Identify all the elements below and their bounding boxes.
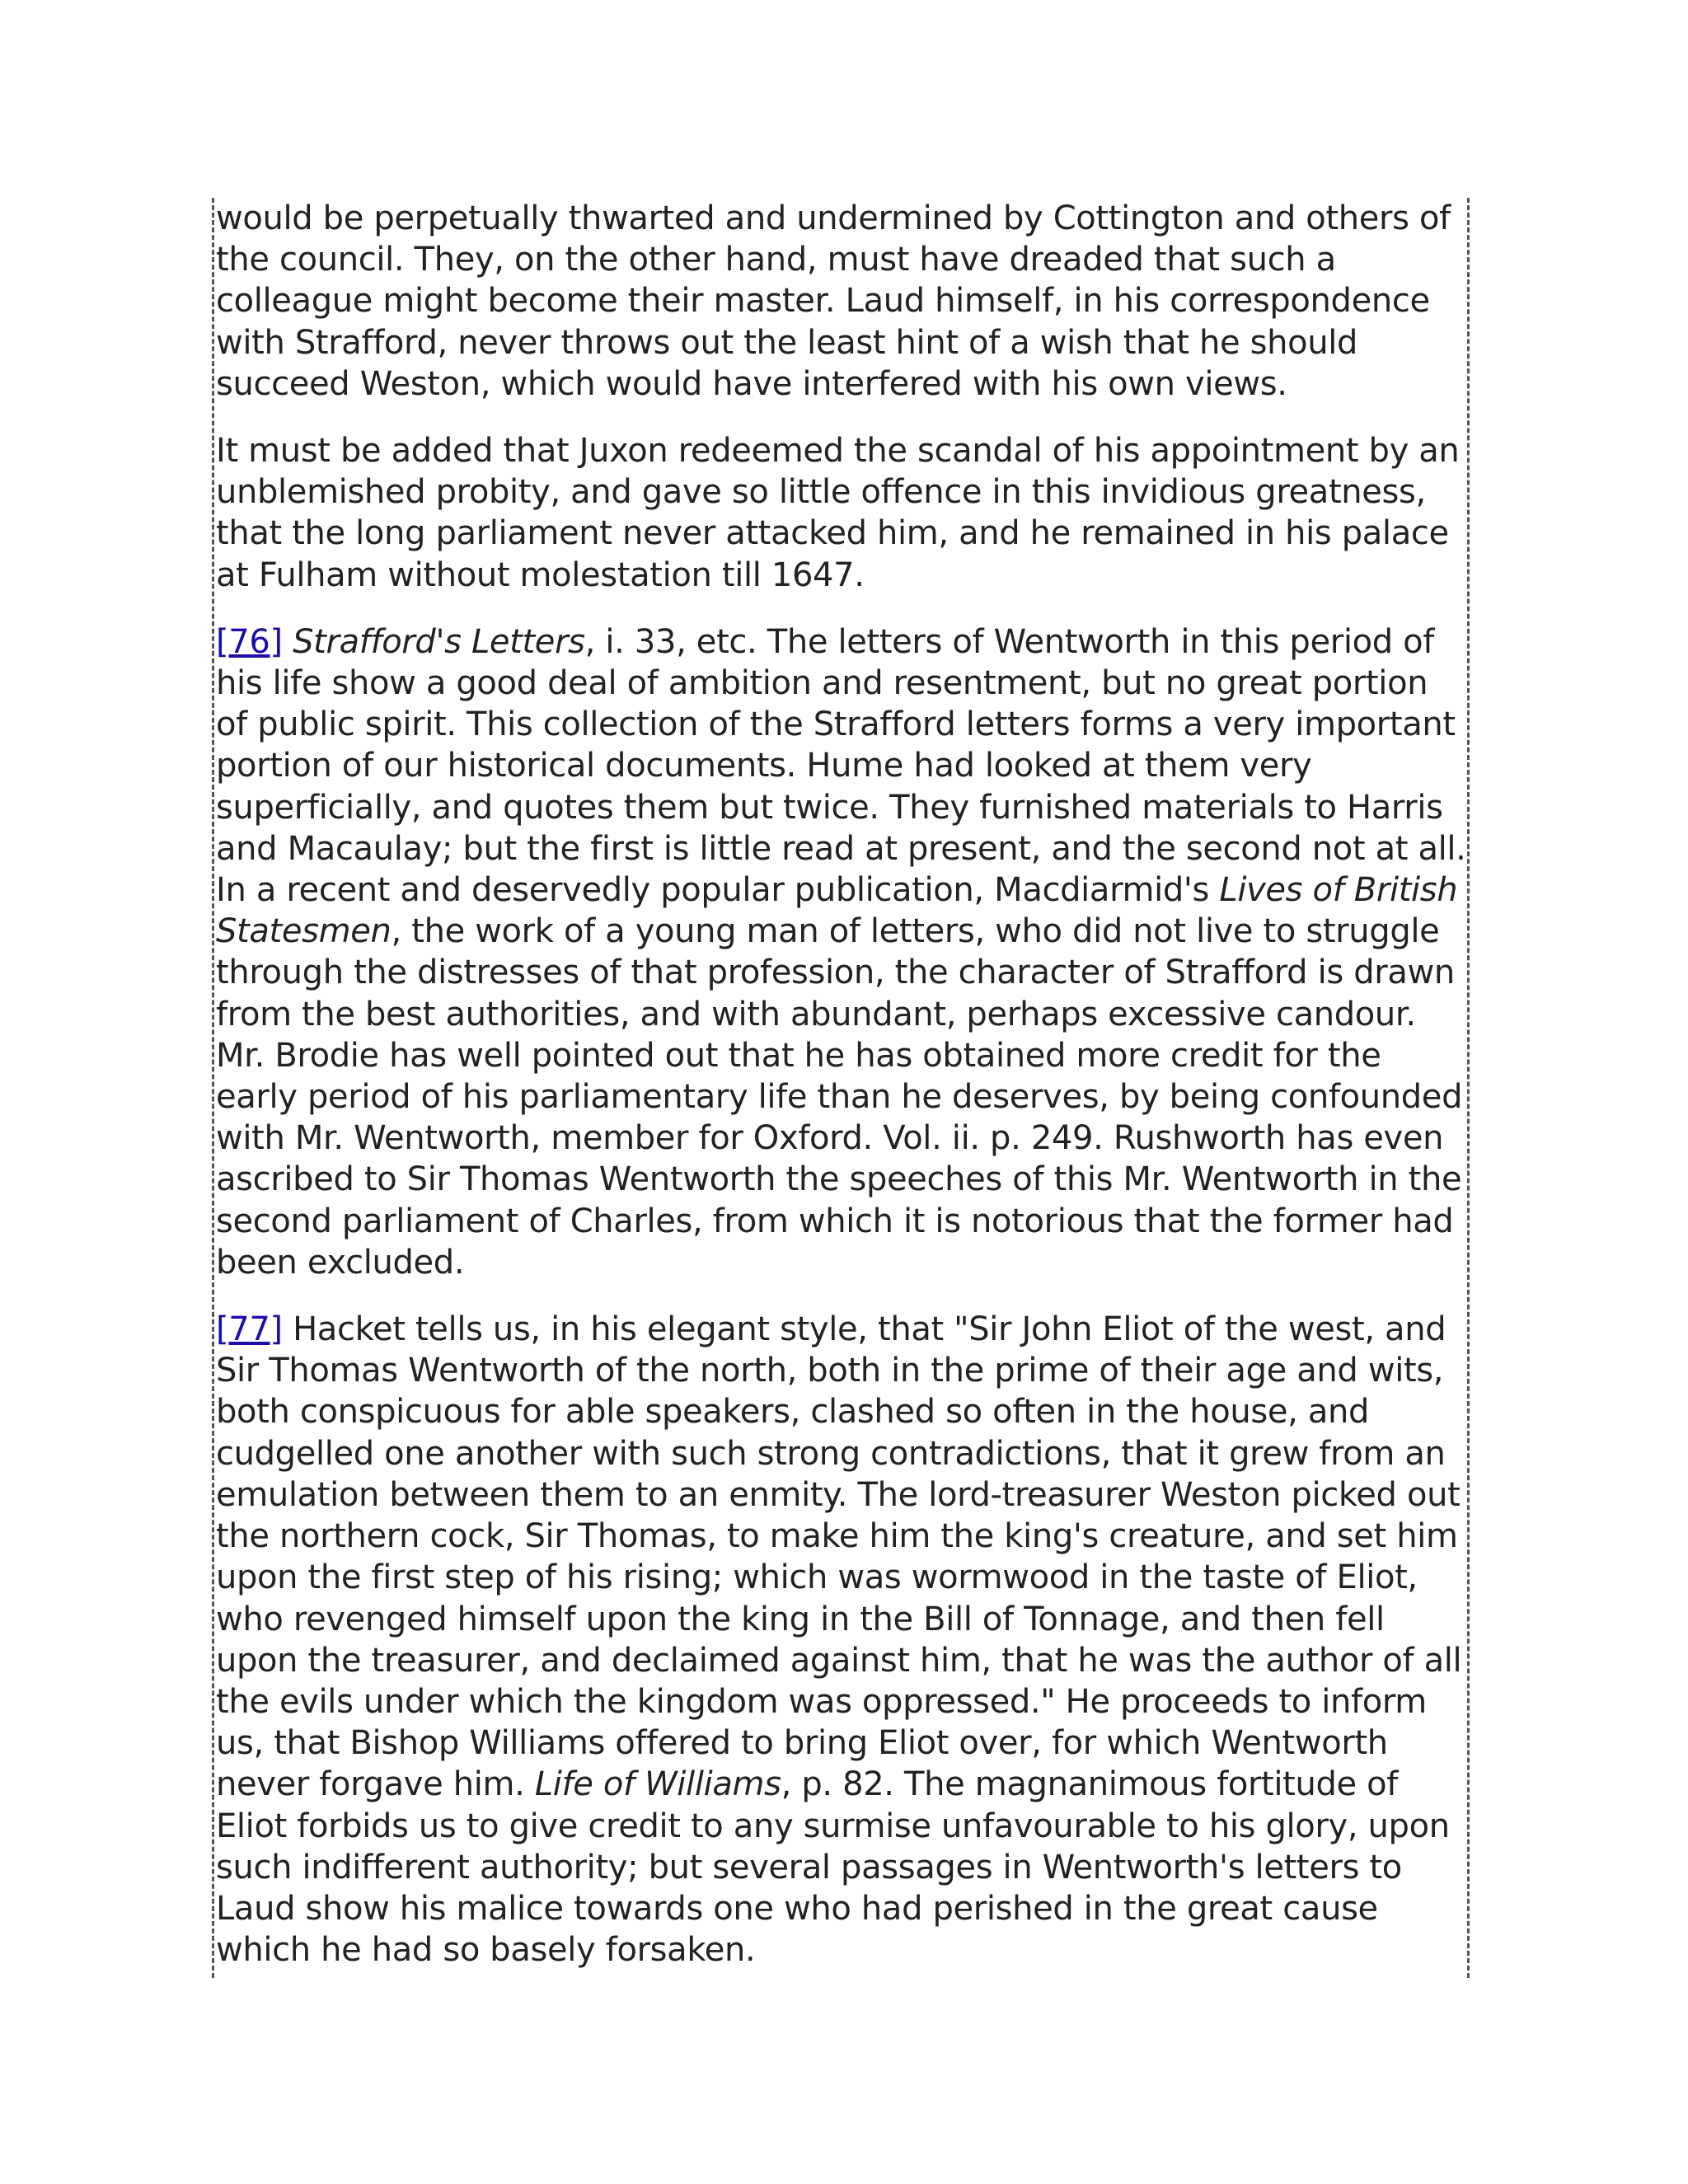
paragraph <box>216 198 1467 405</box>
paragraph <box>216 430 1467 596</box>
footnote-76 <box>216 621 1467 1283</box>
paragraph-text: would be perpetually thwarted and undermined by Cottington and others of the council. They, on the other hand, must have dreaded that such a colleague might become their master. Laud himself, in his correspondence with Strafford, never throws out the least hint of a wish that he should succeed Weston, which would have interfered with his own views. <box>216 199 1451 403</box>
document-body <box>214 198 1467 1971</box>
book-title-italic: Life of Williams <box>534 1765 781 1804</box>
footnote-link-77[interactable]: [77] <box>216 1310 283 1349</box>
footnote-text: Hacket tells us, in his elegant style, that "Sir John Eliot of the west, and Sir Thomas Wentworth of the north, both in the prime of their age and wits, both conspicuous for able speakers, clashed so often in the house, and cudgelled one another with such strong contradictions, that it grew from an emulation between them to an enmity. The lord-treasurer Weston picked out the northern cock, Sir Thomas, to make him the king's creature, and set him upon the first step of his rising; which was wormwood in the taste of Eliot, who revenged himself upon the king in the Bill of Tonnage, and then fell upon the treasurer, and declaimed against him, that he was the author of all the evils under which the kingdom was oppressed." He proceeds to inform us, that Bishop Williams offered to bring Eliot over, for which Wentworth never forgave him. <box>216 1310 1462 1804</box>
book-title-italic: Lives of British Statesmen <box>216 871 1458 951</box>
footnote-77 <box>216 1309 1467 1971</box>
footnote-text: , the work of a young man of letters, who did not live to struggle through the distresses of that profession, the character of Strafford is drawn from the best authorities, and with abundant, perhaps excessive candour. Mr. Brodie has well pointed out that he has obtained more credit for the early period of his parliamentary life than he deserves, by being confounded with Mr. Wentworth, member for Oxford. Vol. ii. p. 249. Rushworth has even ascribed to Sir Thomas Wentworth the speeches of this Mr. Wentworth in the second parliament of Charles, from which it is notorious that the former had been excluded. <box>216 912 1463 1282</box>
paragraph-text: It must be added that Juxon redeemed the scandal of his appointment by an unblemished probity, and gave so little offence in this invidious greatness, that the long parliament never attacked him, and he remained in his palace at Fulham without molestation till 1647. <box>216 432 1460 594</box>
footnote-text <box>283 623 293 661</box>
footnote-text: , i. 33, etc. The letters of Wentworth in this period of his life show a good deal of ambition and resentment, but no great portion of public spirit. This collection of the Strafford letters forms a very important portion of our historical documents. Hume had looked at them very superficially, and quotes them but twice. They furnished materials to Harris and Macaulay; but the first is little read at present, and the second not at all. In a recent and deservedly popular publication, Macdiarmid's <box>216 622 1466 910</box>
footnote-text: , p. 82. The magnanimous fortitude of Eliot forbids us to give credit to any surmise unfavourable to his glory, upon such indifferent authority; but several passages in Wentworth's letters to Laud show his malice towards one who had perished in the great cause which he had so basely forsaken. <box>216 1765 1450 1970</box>
book-title-italic: Strafford's Letters <box>293 622 585 661</box>
page-frame <box>212 198 1470 1978</box>
footnote-link-76[interactable]: [76] <box>216 622 283 661</box>
